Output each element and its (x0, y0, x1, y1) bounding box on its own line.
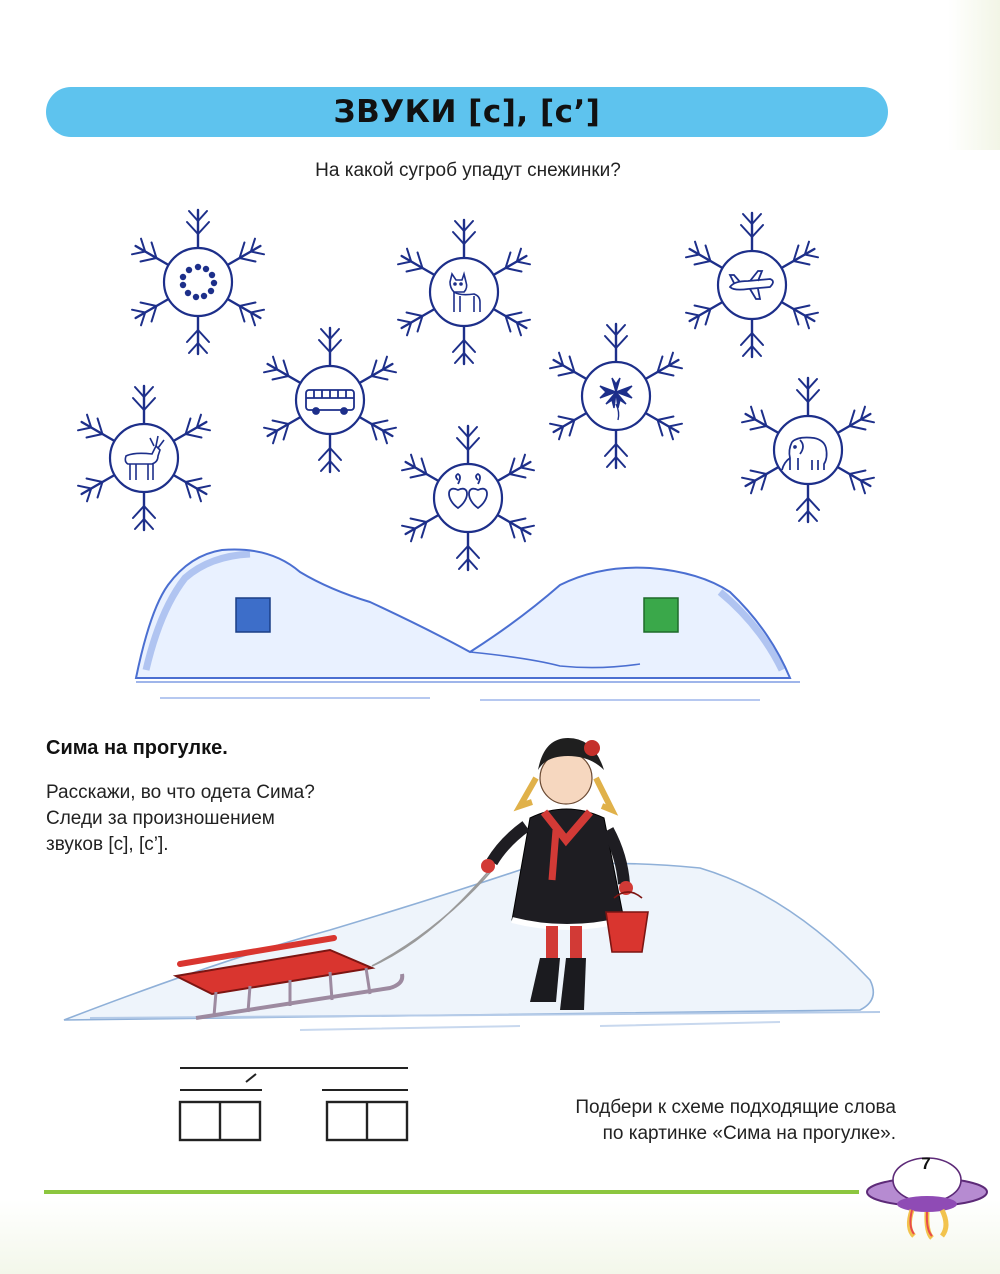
walk-heading: Сима на прогулке. (46, 737, 228, 759)
snowflake-earrings (400, 426, 536, 570)
page-title: ЗВУКИ [с], [с’] (333, 94, 601, 130)
snowflake-bus (262, 328, 398, 472)
sima-scene (0, 735, 1000, 1035)
scheme-1 (180, 1068, 408, 1140)
choose-line-2: по картинке «Сима на прогулке». (602, 1123, 896, 1144)
snowdrifts (136, 549, 800, 700)
snowflake-airplane (684, 213, 820, 357)
corner-tint (948, 0, 1000, 150)
scheme-2 (322, 1090, 408, 1140)
exercise-question: На какой сугроб упадут снежинки? (315, 160, 621, 181)
snowflake-cornflower (548, 324, 684, 468)
drift-mark-blue (236, 598, 270, 632)
snowflake-lynx (396, 220, 532, 364)
choose-words-text (575, 1095, 896, 1147)
snowflake-necklace (130, 210, 266, 354)
walk-line-1: Расскажи, во что одета Сима? (46, 782, 315, 803)
footer-tint (0, 1200, 1000, 1274)
walk-line-2: Следи за произношением (46, 808, 275, 829)
sound-schemes (170, 1060, 430, 1160)
title-banner (46, 87, 888, 137)
drift-mark-green (644, 598, 678, 632)
snowflakes-scene (0, 200, 1000, 730)
choose-line-1: Подбери к схеме подходящие слова (575, 1097, 896, 1118)
page-number: 7 (921, 1154, 931, 1173)
footer-divider (44, 1190, 859, 1194)
snowflake-moose (76, 386, 212, 530)
snowflake-elephant (740, 378, 876, 522)
walk-line-3: звуков [с], [с’]. (46, 834, 169, 855)
